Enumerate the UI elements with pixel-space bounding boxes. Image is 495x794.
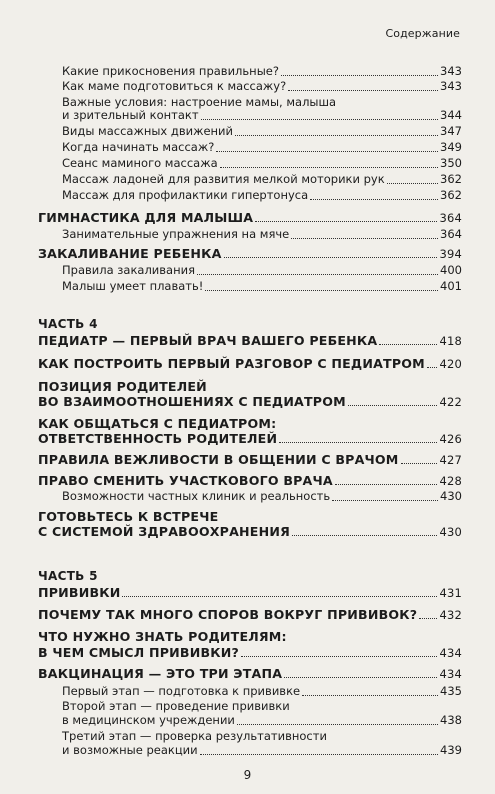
chapter-title: ПЕДИАТР — ПЕРВЫЙ ВРАЧ ВАШЕГО РЕБЕНКА bbox=[38, 333, 378, 348]
chapter-title: ПРИВИВКИ bbox=[38, 585, 121, 600]
toc-chapter[interactable] bbox=[38, 645, 462, 660]
leader-dots bbox=[241, 656, 437, 657]
chapter-title-line: ЧТО НУЖНО ЗНАТЬ РОДИТЕЛЯМ: bbox=[38, 629, 287, 644]
leader-dots bbox=[281, 75, 438, 76]
leader-dots bbox=[255, 221, 437, 222]
leader-dots bbox=[379, 344, 437, 345]
leader-dots bbox=[224, 257, 438, 258]
toc-entry[interactable] bbox=[62, 684, 462, 699]
entry-title-line: Важные условия: настроение мамы, малыша bbox=[62, 95, 337, 109]
toc-chapter[interactable] bbox=[38, 607, 462, 622]
entry-title-line: Второй этап — проведение прививки bbox=[62, 699, 290, 713]
chapter-page: 364 bbox=[439, 211, 462, 225]
chapter-title: С СИСТЕМОЙ ЗДРАВООХРАНЕНИЯ bbox=[38, 524, 290, 539]
toc-entry[interactable] bbox=[62, 279, 462, 294]
entry-title: в медицинском учреждении bbox=[62, 713, 235, 727]
chapter-title-line: ПОЗИЦИЯ РОДИТЕЛЕЙ bbox=[38, 379, 207, 394]
running-head: Содержание bbox=[385, 27, 460, 40]
toc-entry[interactable] bbox=[62, 188, 462, 203]
entry-page: 362 bbox=[440, 188, 462, 202]
chapter-page: 418 bbox=[439, 334, 462, 348]
entry-title: Возможности частных клиник и реальность bbox=[62, 489, 331, 503]
leader-dots bbox=[284, 677, 437, 678]
toc-chapter[interactable] bbox=[38, 210, 462, 225]
entry-page: 347 bbox=[440, 124, 462, 138]
entry-title: и зрительный контакт bbox=[62, 108, 199, 122]
entry-title: Малыш умеет плавать! bbox=[62, 279, 204, 293]
entry-title-line: Третий этап — проверка результативности bbox=[62, 729, 327, 743]
entry-title: Когда начинать массаж? bbox=[62, 140, 215, 154]
entry-title: Занимательные упражнения на мяче bbox=[62, 227, 290, 241]
leader-dots bbox=[201, 119, 439, 120]
toc-chapter[interactable] bbox=[38, 394, 462, 409]
leader-dots bbox=[197, 274, 438, 275]
chapter-title-line: КАК ОБЩАТЬСЯ С ПЕДИАТРОМ: bbox=[38, 416, 277, 431]
chapter-page: 431 bbox=[439, 586, 462, 600]
chapter-title: ВО ВЗАИМООТНОШЕНИЯХ С ПЕДИАТРОМ bbox=[38, 394, 346, 409]
leader-dots bbox=[427, 367, 438, 368]
leader-dots bbox=[235, 135, 438, 136]
chapter-page: 422 bbox=[439, 395, 462, 409]
leader-dots bbox=[302, 695, 438, 696]
chapter-title: ПРАВО СМЕНИТЬ УЧАСТКОВОГО ВРАЧА bbox=[38, 473, 333, 488]
toc-entry[interactable] bbox=[62, 743, 462, 758]
entry-title: Какие прикосновения правильные? bbox=[62, 64, 279, 78]
toc-entry[interactable] bbox=[62, 489, 462, 504]
entry-title: Правила закаливания bbox=[62, 263, 196, 277]
part-label: ЧАСТЬ 5 bbox=[38, 569, 98, 583]
chapter-title-line: ГОТОВЬТЕСЬ К ВСТРЕЧЕ bbox=[38, 509, 219, 524]
entry-title: Массаж для профилактики гипертонуса bbox=[62, 188, 309, 202]
chapter-page: 434 bbox=[439, 667, 462, 681]
entry-page: 362 bbox=[440, 172, 462, 186]
toc-chapter[interactable] bbox=[38, 585, 462, 600]
toc-entry[interactable] bbox=[62, 156, 462, 171]
leader-dots bbox=[220, 167, 438, 168]
chapter-title: ОТВЕТСТВЕННОСТЬ РОДИТЕЛЕЙ bbox=[38, 431, 278, 446]
chapter-title: ЗАКАЛИВАНИЕ РЕБЕНКА bbox=[38, 246, 222, 261]
chapter-page: 427 bbox=[439, 453, 462, 467]
chapter-title: В ЧЕМ СМЫСЛ ПРИВИВКИ? bbox=[38, 645, 239, 660]
leader-dots bbox=[288, 90, 438, 91]
toc-chapter[interactable] bbox=[38, 246, 462, 261]
chapter-page: 428 bbox=[439, 474, 462, 488]
toc-chapter[interactable] bbox=[38, 452, 462, 467]
chapter-page: 394 bbox=[439, 247, 462, 261]
entry-page: 439 bbox=[440, 743, 462, 757]
leader-dots bbox=[291, 238, 438, 239]
entry-title: Как маме подготовиться к массажу? bbox=[62, 79, 287, 93]
entry-title: Первый этап — подготовка к прививке bbox=[62, 684, 301, 698]
chapter-title: КАК ПОСТРОИТЬ ПЕРВЫЙ РАЗГОВОР С ПЕДИАТРОМ bbox=[38, 356, 425, 371]
chapter-title: ПРАВИЛА ВЕЖЛИВОСТИ В ОБЩЕНИИ С ВРАЧОМ bbox=[38, 452, 399, 467]
leader-dots bbox=[310, 199, 438, 200]
toc-chapter[interactable] bbox=[38, 666, 462, 681]
entry-title: Сеанс маминого массажа bbox=[62, 156, 218, 170]
toc-entry[interactable] bbox=[62, 108, 462, 123]
toc-entry[interactable] bbox=[62, 140, 462, 155]
entry-page: 344 bbox=[440, 108, 462, 122]
leader-dots bbox=[401, 463, 438, 464]
entry-title: и возможные реакции bbox=[62, 743, 198, 757]
page-number: 9 bbox=[243, 768, 252, 782]
leader-dots bbox=[216, 151, 438, 152]
chapter-page: 426 bbox=[439, 432, 462, 446]
entry-page: 350 bbox=[440, 156, 462, 170]
toc-entry[interactable] bbox=[62, 713, 462, 728]
toc-chapter[interactable] bbox=[38, 524, 462, 539]
toc-chapter[interactable] bbox=[38, 356, 462, 371]
leader-dots bbox=[205, 290, 438, 291]
chapter-title: ГИМНАСТИКА ДЛЯ МАЛЫША bbox=[38, 210, 254, 225]
entry-page: 435 bbox=[440, 684, 462, 698]
entry-page: 364 bbox=[440, 227, 462, 241]
leader-dots bbox=[279, 442, 437, 443]
toc-chapter[interactable] bbox=[38, 431, 462, 446]
leader-dots bbox=[419, 618, 437, 619]
toc-entry[interactable] bbox=[62, 227, 462, 242]
chapter-title: ПОЧЕМУ ТАК МНОГО СПОРОВ ВОКРУГ ПРИВИВОК? bbox=[38, 607, 418, 622]
entry-title: Массаж ладоней для развития мелкой моторики рук bbox=[62, 172, 385, 186]
entry-page: 401 bbox=[440, 279, 462, 293]
leader-dots bbox=[348, 405, 438, 406]
chapter-page: 420 bbox=[439, 357, 462, 371]
entry-page: 438 bbox=[440, 713, 462, 727]
leader-dots bbox=[292, 535, 437, 536]
leader-dots bbox=[387, 183, 438, 184]
leader-dots bbox=[335, 484, 438, 485]
toc-entry[interactable] bbox=[62, 64, 462, 79]
entry-title: Виды массажных движений bbox=[62, 124, 233, 138]
entry-page: 400 bbox=[440, 263, 462, 277]
entry-page: 349 bbox=[440, 140, 462, 154]
toc-chapter[interactable] bbox=[38, 473, 462, 488]
toc-entry[interactable] bbox=[62, 124, 462, 139]
entry-page: 343 bbox=[440, 79, 462, 93]
leader-dots bbox=[122, 596, 437, 597]
leader-dots bbox=[237, 724, 438, 725]
chapter-page: 434 bbox=[439, 646, 462, 660]
entry-page: 430 bbox=[440, 489, 462, 503]
toc-entry[interactable] bbox=[62, 263, 462, 278]
toc-entry[interactable] bbox=[62, 172, 462, 187]
toc-entry[interactable] bbox=[62, 79, 462, 94]
leader-dots bbox=[332, 500, 438, 501]
chapter-page: 430 bbox=[439, 525, 462, 539]
toc-chapter[interactable] bbox=[38, 333, 462, 348]
part-label: ЧАСТЬ 4 bbox=[38, 317, 98, 331]
leader-dots bbox=[200, 754, 438, 755]
entry-page: 343 bbox=[440, 64, 462, 78]
chapter-page: 432 bbox=[439, 608, 462, 622]
chapter-title: ВАКЦИНАЦИЯ — ЭТО ТРИ ЭТАПА bbox=[38, 666, 283, 681]
